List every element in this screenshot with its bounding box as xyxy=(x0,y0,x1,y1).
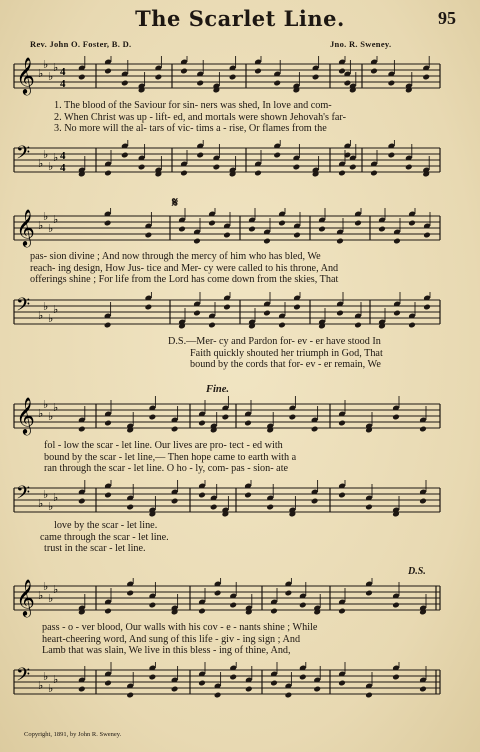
note-head xyxy=(419,686,427,693)
flat-icon: ♭ xyxy=(38,680,44,692)
bass-staff xyxy=(0,662,480,702)
chorus-block xyxy=(168,336,480,371)
bass-staff xyxy=(0,140,480,180)
treble-clef-icon: 𝄞 xyxy=(16,208,35,246)
note-head xyxy=(104,170,112,177)
page-title: The Scarlet Line. xyxy=(135,6,345,31)
flat-icon: ♭ xyxy=(38,590,44,602)
note-head xyxy=(388,80,396,87)
note-head xyxy=(354,322,362,329)
verse-line: pas- sion divine ; And now through the mercy of him who has bled, We xyxy=(30,251,321,262)
flat-icon: ♭ xyxy=(43,149,49,161)
note-head xyxy=(149,674,157,681)
note-head xyxy=(422,74,430,81)
flat-icon: ♭ xyxy=(48,501,54,513)
note-head xyxy=(378,226,386,233)
note-head xyxy=(270,680,278,687)
treble-staff xyxy=(0,396,480,436)
note-head xyxy=(214,590,222,597)
verse-line: 1. The blood of the Saviour for sin- ners was shed, In love and com- xyxy=(54,100,332,111)
note-head xyxy=(244,420,252,427)
verse-line: pass - o - ver blood, Our walls with his cov - e - nants shine ; While xyxy=(42,622,318,633)
note-head xyxy=(245,686,253,693)
flat-icon: ♭ xyxy=(43,489,49,501)
note-head xyxy=(338,170,346,177)
verse-line: bound by the scar - let line,— Then hope came to earth with a xyxy=(44,451,297,463)
note-head xyxy=(180,68,188,75)
note-head xyxy=(121,152,129,159)
note-head xyxy=(121,80,129,87)
note-head xyxy=(78,686,86,693)
chorus-line: bound by the cords that for- ev - er remain, We xyxy=(190,359,381,371)
note-head xyxy=(392,414,400,421)
chorus-line: love by the scar - let line. xyxy=(54,520,158,531)
note-head xyxy=(78,426,86,433)
note-head xyxy=(244,492,252,499)
flat-icon: ♭ xyxy=(53,304,59,316)
flat-icon: ♭ xyxy=(48,593,54,605)
verse-line: 2. When Christ was up - lift- ed, and mortals were shown Jehovah's far- xyxy=(54,111,346,123)
note-head xyxy=(178,226,186,233)
note-head xyxy=(349,164,357,171)
note-head xyxy=(285,692,293,699)
note-head xyxy=(78,74,86,81)
note-head xyxy=(423,232,431,239)
fine-mark: Fine. xyxy=(206,384,230,395)
note-head xyxy=(299,602,307,609)
bass-clef-icon: 𝄢 xyxy=(16,295,31,320)
note-head xyxy=(289,414,297,421)
note-head xyxy=(208,220,216,227)
bass-staff xyxy=(0,292,480,332)
note-head xyxy=(311,426,319,433)
note-head xyxy=(354,220,362,227)
note-head xyxy=(155,74,163,81)
composer-credit: Jno. R. Sweney. xyxy=(330,39,392,49)
note-head xyxy=(229,674,237,681)
note-head xyxy=(293,232,301,239)
time-signature-bottom: 4 xyxy=(60,78,66,90)
chorus-line: trust in the scar - let line. xyxy=(44,543,146,555)
note-head xyxy=(104,680,112,687)
flat-icon: ♭ xyxy=(38,158,44,170)
note-head xyxy=(370,68,378,75)
flat-icon: ♭ xyxy=(43,581,49,593)
note-head xyxy=(193,238,201,245)
verse-line: heart-cheering word, And sung of this life - giv - ing sign ; And xyxy=(42,633,301,645)
bass-clef-icon: 𝄢 xyxy=(16,483,31,508)
note-head xyxy=(338,420,346,427)
flat-icon: ♭ xyxy=(53,492,59,504)
page-number: 95 xyxy=(438,8,456,28)
note-head xyxy=(198,680,206,687)
flat-icon: ♭ xyxy=(48,223,54,235)
note-head xyxy=(278,322,286,329)
note-head xyxy=(370,170,378,177)
note-head xyxy=(338,608,346,615)
flat-icon: ♭ xyxy=(53,674,59,686)
flat-icon: ♭ xyxy=(48,161,54,173)
verse-line: reach- ing design, How Jus- tice and Mer- cy were called to his throne, And xyxy=(30,262,339,274)
note-head xyxy=(223,232,231,239)
flat-icon: ♭ xyxy=(48,411,54,423)
note-head xyxy=(198,608,206,615)
note-head xyxy=(213,164,221,171)
flat-icon: ♭ xyxy=(43,211,49,223)
time-signature-top: 4 xyxy=(60,150,66,162)
note-head xyxy=(196,80,204,87)
note-head xyxy=(419,498,427,505)
verse-line: Lamb that was slain, We live in this bless - ing of thine, And, xyxy=(42,645,291,657)
verse-line: offerings shine ; For life from the Lord has come down from the skies, That xyxy=(30,274,339,286)
note-head xyxy=(214,692,222,699)
treble-staff xyxy=(0,56,480,96)
chorus-line: came through the scar - let line. xyxy=(40,531,169,543)
note-head xyxy=(208,322,216,329)
flat-icon: ♭ xyxy=(38,68,44,80)
flat-icon: ♭ xyxy=(43,671,49,683)
note-head xyxy=(423,304,431,311)
note-head xyxy=(104,492,112,499)
note-head xyxy=(293,304,301,311)
chorus-line: Faith quickly shouted her triumph in God, That xyxy=(190,347,383,359)
note-head xyxy=(223,304,231,311)
note-head xyxy=(338,492,346,499)
lyrics-block xyxy=(30,251,420,286)
segno-mark: 𝄋 xyxy=(172,196,179,211)
flat-icon: ♭ xyxy=(53,62,59,74)
note-head xyxy=(405,164,413,171)
flat-icon: ♭ xyxy=(38,310,44,322)
time-signature-bottom: 4 xyxy=(60,162,66,174)
note-head xyxy=(229,602,237,609)
treble-staff xyxy=(0,208,480,248)
verse-line: 3. No more will the al- tars of vic- tims a - rise, Or flames from the xyxy=(54,123,327,135)
note-head xyxy=(222,414,230,421)
note-head xyxy=(273,80,281,87)
note-head xyxy=(299,674,307,681)
flat-icon: ♭ xyxy=(48,683,54,695)
time-signature-top: 4 xyxy=(60,66,66,78)
flat-icon: ♭ xyxy=(43,301,49,313)
note-head xyxy=(393,238,401,245)
note-head xyxy=(318,226,326,233)
note-head xyxy=(145,304,153,311)
note-head xyxy=(313,686,321,693)
note-head xyxy=(126,590,134,597)
note-head xyxy=(392,674,400,681)
note-head xyxy=(180,170,188,177)
note-head xyxy=(419,426,427,433)
note-head xyxy=(336,310,344,317)
verse-line: fol - low the scar - let line. Our lives are pro- tect - ed with xyxy=(44,440,283,451)
chorus-line: D.S.—Mer- cy and Pardon for- ev - er have stood In xyxy=(168,336,381,347)
note-head xyxy=(78,498,86,505)
treble-staff xyxy=(0,578,480,618)
note-head xyxy=(408,220,416,227)
note-head xyxy=(145,232,153,239)
lyrics-block xyxy=(44,440,434,475)
note-head xyxy=(312,74,320,81)
note-head xyxy=(254,170,262,177)
flat-icon: ♭ xyxy=(43,59,49,71)
note-head xyxy=(278,220,286,227)
note-head xyxy=(198,420,206,427)
flat-icon: ♭ xyxy=(38,220,44,232)
treble-clef-icon: 𝄞 xyxy=(16,396,35,434)
chorus-block xyxy=(40,520,430,555)
flat-icon: ♭ xyxy=(53,152,59,164)
note-head xyxy=(273,152,281,159)
flat-icon: ♭ xyxy=(53,584,59,596)
note-head xyxy=(171,686,179,693)
bass-clef-icon: 𝄢 xyxy=(16,665,31,690)
copyright-notice: Copyright, 1891, by John R. Sweney. xyxy=(24,731,122,738)
flat-icon: ♭ xyxy=(48,313,54,325)
note-head xyxy=(196,152,204,159)
note-head xyxy=(392,602,400,609)
flat-icon: ♭ xyxy=(38,498,44,510)
note-head xyxy=(126,692,134,699)
note-head xyxy=(171,498,179,505)
note-head xyxy=(104,322,112,329)
note-head xyxy=(198,492,206,499)
flat-icon: ♭ xyxy=(53,214,59,226)
note-head xyxy=(263,310,271,317)
note-head xyxy=(266,504,274,511)
note-head xyxy=(388,152,396,159)
note-head xyxy=(248,226,256,233)
note-head xyxy=(210,504,218,511)
note-head xyxy=(285,590,293,597)
note-head xyxy=(126,504,134,511)
note-head xyxy=(365,504,373,511)
note-head xyxy=(149,602,157,609)
lyrics-block xyxy=(54,100,444,135)
note-head xyxy=(263,238,271,245)
note-head xyxy=(365,692,373,699)
note-head xyxy=(270,608,278,615)
note-head xyxy=(104,220,112,227)
note-head xyxy=(104,608,112,615)
note-head xyxy=(138,164,146,171)
treble-clef-icon: 𝄞 xyxy=(16,578,35,616)
note-head xyxy=(338,680,346,687)
note-head xyxy=(408,322,416,329)
flat-icon: ♭ xyxy=(38,408,44,420)
lyricist-credit: Rev. John O. Foster, B. D. xyxy=(30,39,132,49)
note-head xyxy=(149,414,157,421)
note-head xyxy=(393,310,401,317)
note-head xyxy=(104,420,112,427)
flat-icon: ♭ xyxy=(53,402,59,414)
bass-clef-icon: 𝄢 xyxy=(16,143,31,168)
note-head xyxy=(293,164,301,171)
note-head xyxy=(229,74,237,81)
note-head xyxy=(311,498,319,505)
ds-mark: D.S. xyxy=(408,566,426,577)
bass-staff xyxy=(0,480,480,520)
note-head xyxy=(365,590,373,597)
note-head xyxy=(254,68,262,75)
flat-icon: ♭ xyxy=(48,71,54,83)
note-head xyxy=(171,426,179,433)
note-head xyxy=(193,310,201,317)
treble-clef-icon: 𝄞 xyxy=(16,56,35,94)
flat-icon: ♭ xyxy=(43,399,49,411)
note-head xyxy=(336,238,344,245)
lyrics-block xyxy=(42,622,432,657)
verse-line: ran through the scar - let line. O ho - ly, com- pas - sion- ate xyxy=(44,463,289,475)
note-head xyxy=(104,68,112,75)
